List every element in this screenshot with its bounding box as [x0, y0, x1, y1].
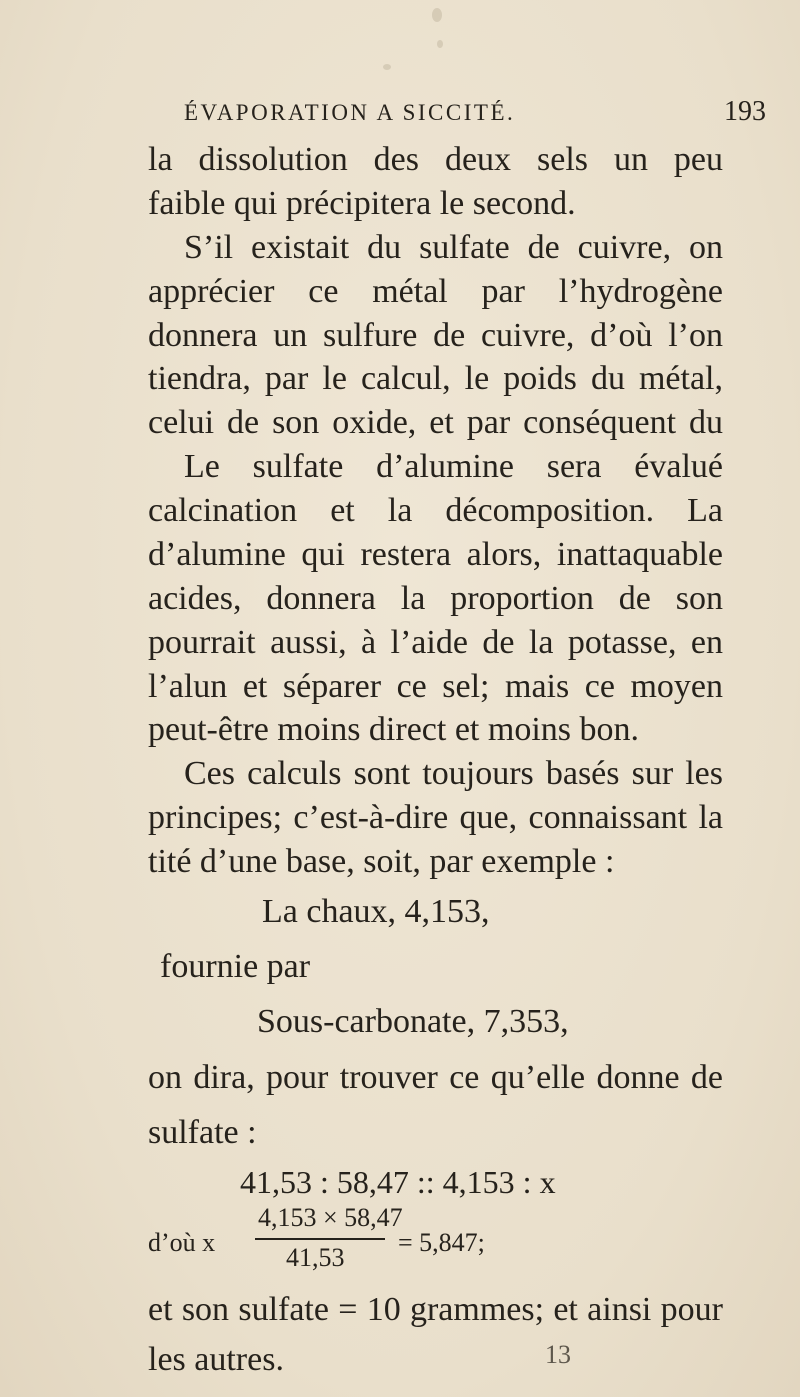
text-line: Le sulfate d’alumine sera évalué — [184, 448, 723, 485]
running-title: ÉVAPORATION A SICCITÉ. — [184, 100, 516, 125]
text-line: d’alumine qui restera alors, inattaquable — [148, 536, 723, 573]
text-line: celui de son oxide, et par conséquent du — [148, 404, 723, 441]
text-line: tité d’une base, soit, par exemple : — [148, 843, 615, 880]
formula-result: = 5,847; — [398, 1228, 485, 1257]
signature-mark: 13 — [545, 1340, 571, 1369]
text-line: peut-être moins direct et moins bon. — [148, 711, 639, 748]
text-line: on dira, pour trouver ce qu’elle donne de — [148, 1059, 723, 1096]
text-line: tiendra, par le calcul, le poids du métal, — [148, 360, 723, 397]
paper-stain — [383, 64, 391, 70]
text-line: faible qui précipitera le second. — [148, 185, 576, 222]
text-line: La chaux, 4,153, — [262, 893, 490, 930]
text-line: acides, donnera la proportion de son — [148, 580, 723, 617]
text-line: principes; c’est-à-dire que, connaissant la — [148, 799, 723, 836]
fraction-bar — [255, 1238, 385, 1240]
text-line: fournie par — [160, 948, 311, 985]
paper-stain — [432, 8, 442, 22]
fraction-denominator: 41,53 — [286, 1243, 345, 1272]
page-number: 193 — [724, 96, 766, 127]
text-line: la dissolution des deux sels un peu — [148, 141, 723, 178]
text-line: Ces calculs sont toujours basés sur les — [184, 755, 723, 792]
proportion-line: 41,53 : 58,47 :: 4,153 : x — [240, 1164, 556, 1200]
paper-stain — [437, 40, 443, 48]
text-line: sulfate : — [148, 1114, 257, 1151]
text-line: S’il existait du sulfate de cuivre, on — [184, 229, 723, 266]
text-line: apprécier ce métal par l’hydrogène — [148, 273, 723, 310]
fraction-numerator: 4,153 × 58,47 — [258, 1203, 403, 1232]
text-line: et son sulfate = 10 grammes; et ainsi pour — [148, 1291, 723, 1328]
text-line: calcination et la décomposition. La — [148, 492, 723, 529]
text-line: donnera un sulfure de cuivre, d’où l’on — [148, 317, 723, 354]
text-line: pourrait aussi, à l’aide de la potasse, en — [148, 624, 723, 661]
formula-prefix: d’où x — [148, 1228, 216, 1257]
text-line: l’alun et séparer ce sel; mais ce moyen — [148, 668, 723, 705]
text-line: les autres. — [148, 1341, 284, 1378]
text-line: Sous-carbonate, 7,353, — [257, 1003, 569, 1040]
